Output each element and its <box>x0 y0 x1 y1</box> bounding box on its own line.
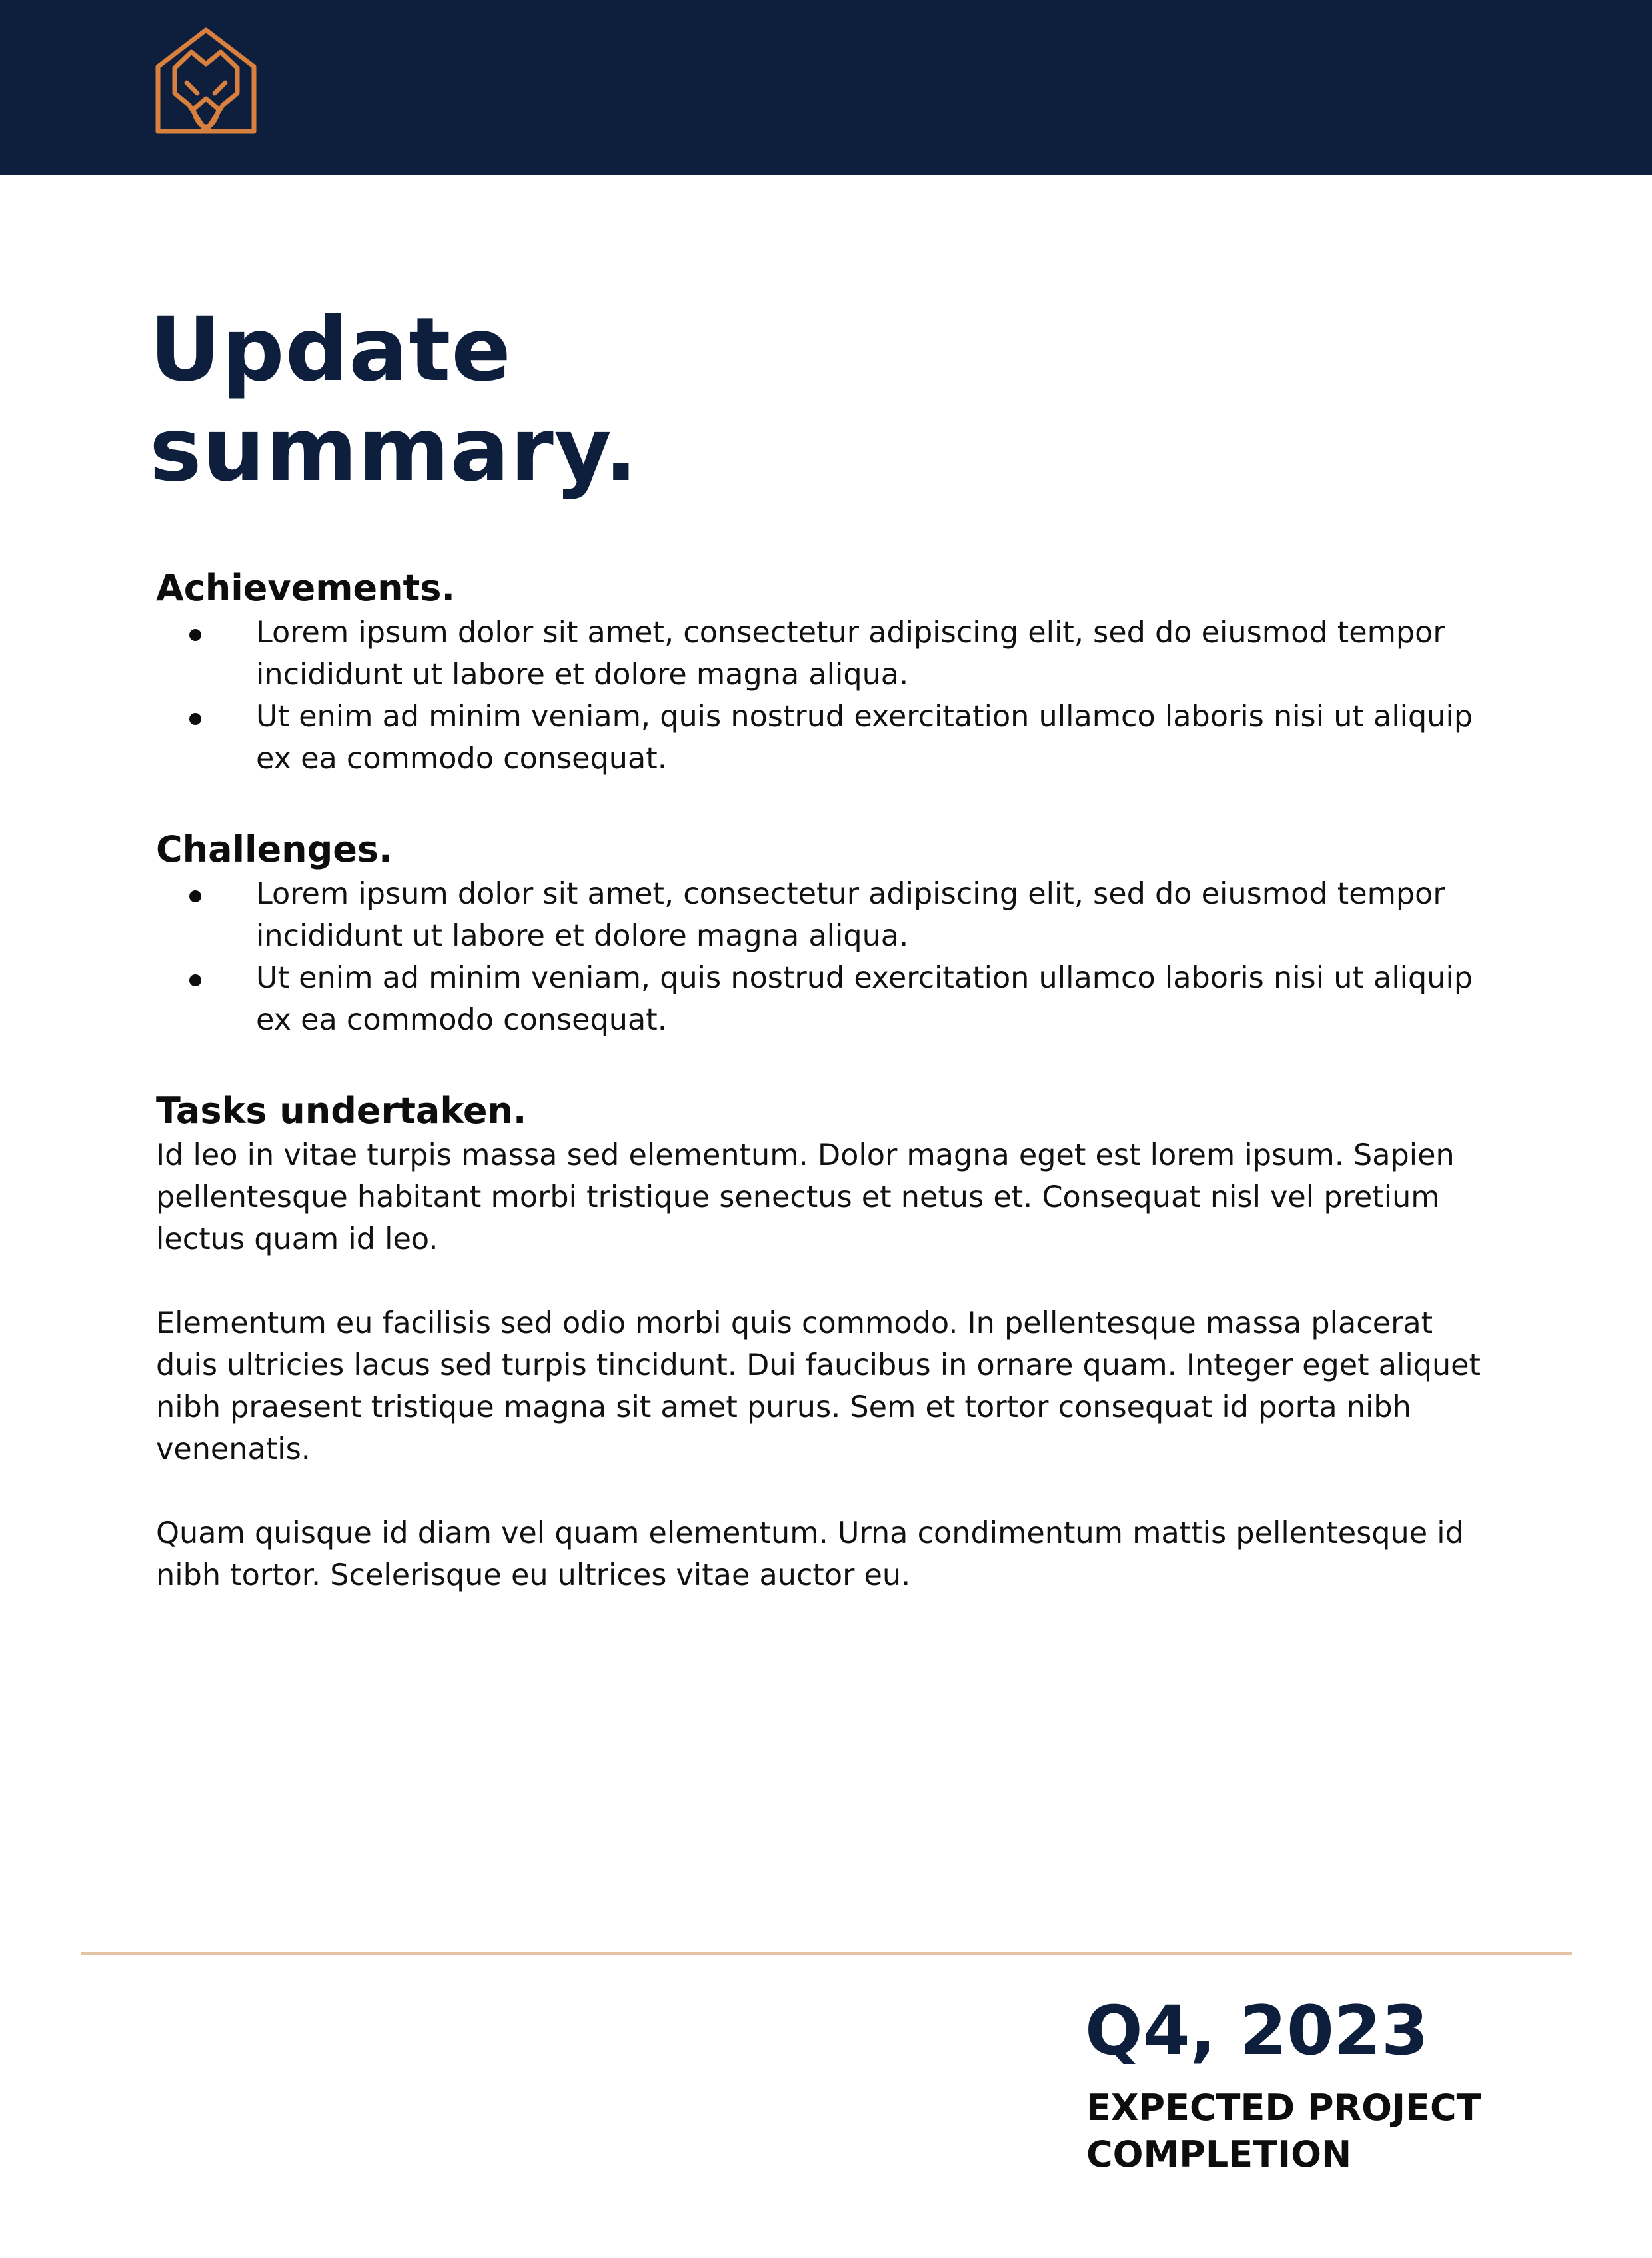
page-title-line-2: summary. <box>149 399 638 501</box>
list-item-text: Lorem ipsum dolor sit amet, consectetur adipiscing elit, sed do eiusmod tempor incididunt ut labore et dolore magna aliqua. <box>256 877 1445 953</box>
section-heading-tasks: Tasks undertaken. <box>156 1090 527 1132</box>
bullet-dot-icon <box>189 713 201 725</box>
main-content <box>156 565 1502 1596</box>
completion-date: Q4, 2023 <box>1085 1991 1429 2071</box>
page-title <box>149 300 638 500</box>
completion-caption-line-2: COMPLETION <box>1086 2133 1352 2175</box>
completion-caption-line-1: EXPECTED PROJECT <box>1086 2087 1481 2129</box>
achievements-list <box>156 612 1502 780</box>
challenges-list <box>156 873 1502 1041</box>
paragraph: Quam quisque id diam vel quam elementum. Urna condimentum mattis pellentesque id nibh tortor. Scelerisque eu ultrices vitae auctor eu. <box>156 1516 1464 1592</box>
paragraph: Elementum eu facilisis sed odio morbi quis commodo. In pellentesque massa placerat duis ultricies lacus sed turpis tincidunt. Dui faucibus in ornare quam. Integer eget aliquet nibh praesent tristique magna sit amet purus. Sem et tortor consequat id porta nibh venenatis. <box>156 1306 1481 1466</box>
section-spacer <box>156 1041 1502 1088</box>
paragraph-spacer <box>156 1260 1502 1302</box>
paragraph: Id leo in vitae turpis massa sed elementum. Dolor magna eget est lorem ipsum. Sapien pellentesque habitant morbi tristique senectus et netus et. Consequat nisl vel pretium lectus quam id leo. <box>156 1138 1455 1256</box>
tasks-section <box>156 1088 1502 1596</box>
list-item-text: Lorem ipsum dolor sit amet, consectetur adipiscing elit, sed do eiusmod tempor incididunt ut labore et dolore magna aliqua. <box>256 616 1445 692</box>
achievements-section <box>156 565 1502 780</box>
section-heading-achievements: Achievements. <box>156 567 456 609</box>
footer-divider <box>81 1952 1572 1955</box>
page-title-line-1: Update <box>149 299 512 401</box>
challenges-section <box>156 826 1502 1041</box>
house-lion-logo-icon <box>155 27 257 135</box>
list-item <box>156 696 1502 780</box>
header-band <box>0 0 1652 175</box>
list-item <box>156 612 1502 696</box>
bullet-dot-icon <box>189 629 201 641</box>
list-item <box>156 957 1502 1041</box>
list-item <box>156 873 1502 957</box>
completion-caption <box>1086 2085 1481 2178</box>
section-spacer <box>156 780 1502 826</box>
paragraph-spacer <box>156 1470 1502 1512</box>
section-heading-challenges: Challenges. <box>156 828 393 870</box>
bullet-dot-icon <box>189 974 201 986</box>
list-item-text: Ut enim ad minim veniam, quis nostrud exercitation ullamco laboris nisi ut aliquip ex ea commodo consequat. <box>256 961 1473 1037</box>
bullet-dot-icon <box>189 890 201 902</box>
list-item-text: Ut enim ad minim veniam, quis nostrud exercitation ullamco laboris nisi ut aliquip ex ea commodo consequat. <box>256 700 1473 776</box>
